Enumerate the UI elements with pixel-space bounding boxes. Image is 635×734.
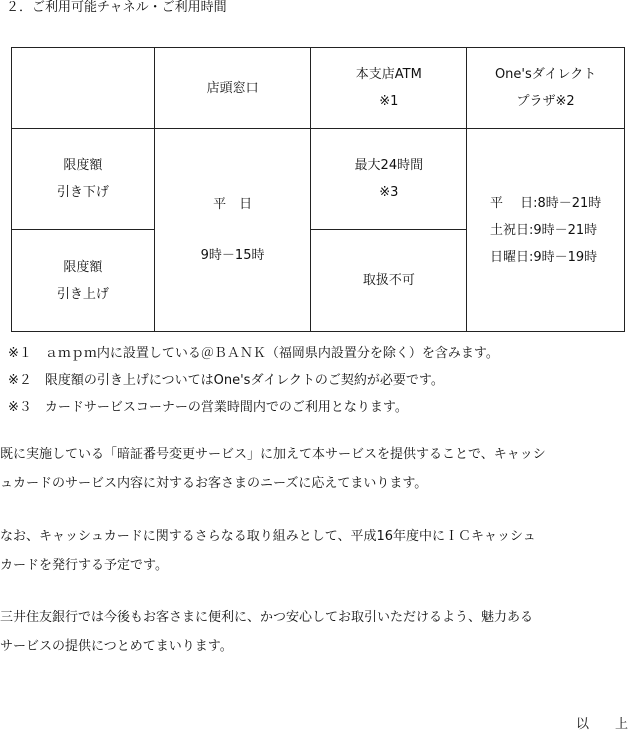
direct-hours-cell [467, 129, 625, 332]
atm-hours-cell: 最大24時間 ※3 [311, 129, 467, 230]
footnote-2: ※２ 限度額の引き上げについてはOne'sダイレクトのご契約が必要です。 [8, 373, 444, 388]
row-label-lower: 限度額 引き下げ [12, 129, 155, 230]
header-direct-label: One'sダイレクト [494, 67, 597, 82]
table-header-row [12, 48, 625, 129]
direct-weekday: 平 日:8時－21時 [489, 195, 602, 211]
header-atm [311, 48, 467, 129]
header-counter: 店頭窓口 [154, 48, 311, 129]
closing-mark: 以 上 [576, 717, 629, 732]
table-row-lower-limit [12, 129, 625, 230]
paragraph-service-intro: 既に実施している「暗証番号変更サービス」に加えて本サービスを提供することで、キャッシ ュカードのサービス内容に対するお客さまのニーズに応えてまいります。 [0, 447, 546, 491]
footnotes [8, 340, 499, 421]
header-atm-label: 本支店ATM [355, 67, 422, 82]
footnote-1: ※１ ａｍｐｍ内に設置している＠ＢＡＮＫ（福岡県内設置分を除く）を含みます。 [8, 346, 499, 361]
header-direct-note: プラザ※2 [516, 94, 575, 109]
counter-days: 平 日 [213, 197, 253, 212]
channel-hours-table [11, 47, 625, 332]
footnote-3: ※３ カードサービスコーナーの営業時間内でのご利用となります。 [8, 400, 408, 415]
paragraph-commitment: 三井住友銀行では今後もお客さまに便利に、かつ安心してお取引いただけるよう、魅力ある サービスの提供につとめてまいります。 [0, 610, 534, 654]
section-heading: ２．ご利用可能チャネル・ご利用時間 [6, 0, 227, 15]
direct-sunday: 日曜日:9時－19時 [489, 249, 598, 265]
paragraph-ic-card: なお、キャッシュカードに関するさらなる取り組みとして、平成16年度中にＩＣキャッシュ カードを発行する予定です。 [0, 529, 536, 573]
header-empty-cell [12, 48, 155, 129]
direct-saturday-holiday: 土祝日:9時－21時 [489, 222, 598, 238]
header-atm-note: ※1 [379, 94, 399, 109]
row-label-raise: 限度額 引き上げ [12, 230, 155, 332]
counter-hours-cell [154, 129, 311, 332]
atm-not-available-cell: 取扱不可 [311, 230, 467, 332]
counter-hours: 9時－15時 [200, 248, 265, 263]
header-direct-plaza [467, 48, 625, 129]
